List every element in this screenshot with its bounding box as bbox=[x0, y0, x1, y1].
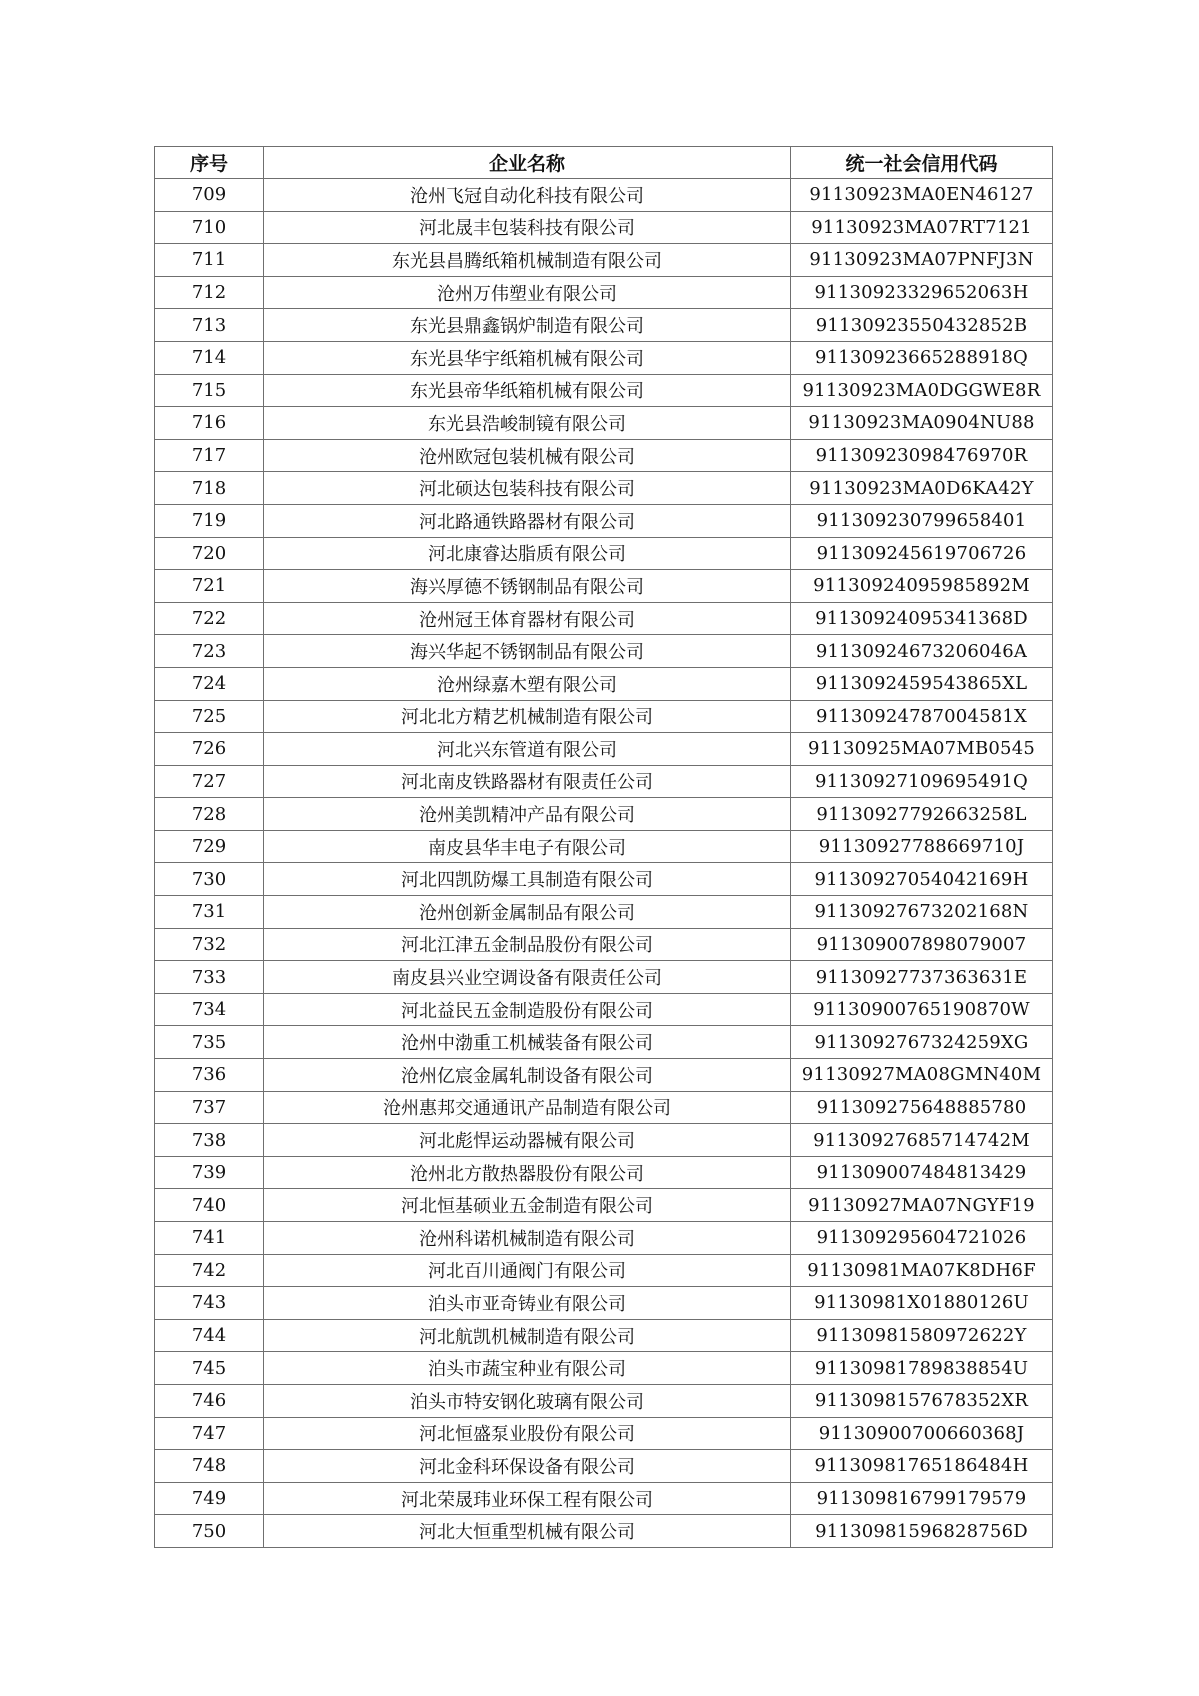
cell-serial: 735 bbox=[155, 1026, 264, 1059]
cell-company-name: 河北南皮铁路器材有限责任公司 bbox=[264, 765, 791, 798]
cell-credit-code: 91130981MA07K8DH6F bbox=[791, 1254, 1053, 1287]
table-row bbox=[155, 374, 1053, 407]
table-row bbox=[155, 472, 1053, 505]
table-row bbox=[155, 1417, 1053, 1450]
cell-serial: 742 bbox=[155, 1254, 264, 1287]
table-row bbox=[155, 700, 1053, 733]
cell-company-name: 河北航凯机械制造有限公司 bbox=[264, 1319, 791, 1352]
cell-serial: 713 bbox=[155, 309, 264, 342]
table-row bbox=[155, 1287, 1053, 1320]
cell-serial: 718 bbox=[155, 472, 264, 505]
cell-company-name: 沧州北方散热器股份有限公司 bbox=[264, 1156, 791, 1189]
cell-company-name: 沧州绿嘉木塑有限公司 bbox=[264, 667, 791, 700]
cell-credit-code: 91130927MA08GMN40M bbox=[791, 1059, 1053, 1092]
table-row bbox=[155, 863, 1053, 896]
cell-serial: 746 bbox=[155, 1384, 264, 1417]
cell-serial: 739 bbox=[155, 1156, 264, 1189]
table-row bbox=[155, 244, 1053, 277]
table-row bbox=[155, 341, 1053, 374]
cell-credit-code: 911309007898079007 bbox=[791, 928, 1053, 961]
cell-serial: 717 bbox=[155, 439, 264, 472]
cell-company-name: 海兴华起不锈钢制品有限公司 bbox=[264, 635, 791, 668]
cell-serial: 709 bbox=[155, 179, 264, 212]
table-row bbox=[155, 1319, 1053, 1352]
cell-credit-code: 91130924095341368D bbox=[791, 602, 1053, 635]
cell-credit-code: 91130923MA0D6KA42Y bbox=[791, 472, 1053, 505]
header-row bbox=[155, 147, 1053, 179]
cell-company-name: 沧州科诺机械制造有限公司 bbox=[264, 1222, 791, 1255]
cell-credit-code: 9113092767324259XG bbox=[791, 1026, 1053, 1059]
table-row bbox=[155, 602, 1053, 635]
cell-credit-code: 91130981765186484H bbox=[791, 1450, 1053, 1483]
header-serial: 序号 bbox=[155, 147, 264, 179]
cell-credit-code: 91130923MA0EN46127 bbox=[791, 179, 1053, 212]
cell-serial: 740 bbox=[155, 1189, 264, 1222]
cell-serial: 716 bbox=[155, 407, 264, 440]
cell-credit-code: 91130923MA0904NU88 bbox=[791, 407, 1053, 440]
cell-serial: 729 bbox=[155, 830, 264, 863]
cell-serial: 732 bbox=[155, 928, 264, 961]
header-company-name: 企业名称 bbox=[264, 147, 791, 179]
cell-serial: 748 bbox=[155, 1450, 264, 1483]
table-row bbox=[155, 961, 1053, 994]
cell-serial: 726 bbox=[155, 733, 264, 766]
table-row bbox=[155, 276, 1053, 309]
cell-company-name: 河北江津五金制品股份有限公司 bbox=[264, 928, 791, 961]
cell-company-name: 河北金科环保设备有限公司 bbox=[264, 1450, 791, 1483]
cell-company-name: 沧州美凯精冲产品有限公司 bbox=[264, 798, 791, 831]
cell-company-name: 东光县浩峻制镜有限公司 bbox=[264, 407, 791, 440]
table-row bbox=[155, 993, 1053, 1026]
cell-credit-code: 91130923329652063H bbox=[791, 276, 1053, 309]
table-row bbox=[155, 1482, 1053, 1515]
cell-credit-code: 91130927054042169H bbox=[791, 863, 1053, 896]
cell-credit-code: 91130981580972622Y bbox=[791, 1319, 1053, 1352]
cell-company-name: 沧州惠邦交通通讯产品制造有限公司 bbox=[264, 1091, 791, 1124]
cell-credit-code: 911309230799658401 bbox=[791, 504, 1053, 537]
table-row bbox=[155, 1515, 1053, 1548]
cell-company-name: 河北彪悍运动器械有限公司 bbox=[264, 1124, 791, 1157]
cell-serial: 737 bbox=[155, 1091, 264, 1124]
cell-credit-code: 91130923MA0DGGWE8R bbox=[791, 374, 1053, 407]
cell-credit-code: 9113098157678352XR bbox=[791, 1384, 1053, 1417]
table-row bbox=[155, 407, 1053, 440]
table-row bbox=[155, 896, 1053, 929]
cell-serial: 724 bbox=[155, 667, 264, 700]
cell-company-name: 沧州中渤重工机械装备有限公司 bbox=[264, 1026, 791, 1059]
cell-credit-code: 91130925MA07MB0545 bbox=[791, 733, 1053, 766]
cell-serial: 738 bbox=[155, 1124, 264, 1157]
cell-serial: 720 bbox=[155, 537, 264, 570]
cell-company-name: 沧州欧冠包装机械有限公司 bbox=[264, 439, 791, 472]
cell-serial: 725 bbox=[155, 700, 264, 733]
table-row bbox=[155, 570, 1053, 603]
cell-credit-code: 91130923665288918Q bbox=[791, 341, 1053, 374]
table-row bbox=[155, 211, 1053, 244]
cell-company-name: 沧州创新金属制品有限公司 bbox=[264, 896, 791, 929]
cell-credit-code: 91130981X01880126U bbox=[791, 1287, 1053, 1320]
cell-serial: 736 bbox=[155, 1059, 264, 1092]
table-row bbox=[155, 504, 1053, 537]
cell-serial: 728 bbox=[155, 798, 264, 831]
cell-serial: 727 bbox=[155, 765, 264, 798]
table-body bbox=[155, 179, 1053, 1548]
cell-credit-code: 91130927109695491Q bbox=[791, 765, 1053, 798]
cell-company-name: 泊头市蔬宝种业有限公司 bbox=[264, 1352, 791, 1385]
table-row bbox=[155, 309, 1053, 342]
cell-serial: 750 bbox=[155, 1515, 264, 1548]
cell-company-name: 河北北方精艺机械制造有限公司 bbox=[264, 700, 791, 733]
table-row bbox=[155, 798, 1053, 831]
cell-credit-code: 91130981789838854U bbox=[791, 1352, 1053, 1385]
table-row bbox=[155, 1352, 1053, 1385]
table-row bbox=[155, 1384, 1053, 1417]
cell-credit-code: 91130927MA07NGYF19 bbox=[791, 1189, 1053, 1222]
cell-company-name: 河北大恒重型机械有限公司 bbox=[264, 1515, 791, 1548]
table-row bbox=[155, 635, 1053, 668]
cell-credit-code: 911309007484813429 bbox=[791, 1156, 1053, 1189]
table-row bbox=[155, 1059, 1053, 1092]
cell-company-name: 河北益民五金制造股份有限公司 bbox=[264, 993, 791, 1026]
cell-serial: 723 bbox=[155, 635, 264, 668]
cell-credit-code: 91130924095985892M bbox=[791, 570, 1053, 603]
cell-serial: 749 bbox=[155, 1482, 264, 1515]
cell-credit-code: 91130900700660368J bbox=[791, 1417, 1053, 1450]
cell-company-name: 河北恒盛泵业股份有限公司 bbox=[264, 1417, 791, 1450]
cell-serial: 714 bbox=[155, 341, 264, 374]
cell-serial: 747 bbox=[155, 1417, 264, 1450]
cell-company-name: 河北荣晟玮业环保工程有限公司 bbox=[264, 1482, 791, 1515]
cell-company-name: 河北硕达包装科技有限公司 bbox=[264, 472, 791, 505]
cell-credit-code: 91130923MA07PNFJ3N bbox=[791, 244, 1053, 277]
cell-company-name: 沧州飞冠自动化科技有限公司 bbox=[264, 179, 791, 212]
cell-serial: 721 bbox=[155, 570, 264, 603]
table-row bbox=[155, 537, 1053, 570]
cell-serial: 734 bbox=[155, 993, 264, 1026]
cell-serial: 731 bbox=[155, 896, 264, 929]
table-row bbox=[155, 1254, 1053, 1287]
cell-serial: 712 bbox=[155, 276, 264, 309]
table-row bbox=[155, 667, 1053, 700]
cell-credit-code: 91130927792663258L bbox=[791, 798, 1053, 831]
cell-company-name: 南皮县华丰电子有限公司 bbox=[264, 830, 791, 863]
table-row bbox=[155, 1189, 1053, 1222]
table-row bbox=[155, 1026, 1053, 1059]
cell-serial: 745 bbox=[155, 1352, 264, 1385]
cell-company-name: 沧州亿宸金属轧制设备有限公司 bbox=[264, 1059, 791, 1092]
cell-credit-code: 91130927673202168N bbox=[791, 896, 1053, 929]
cell-credit-code: 911309245619706726 bbox=[791, 537, 1053, 570]
cell-company-name: 东光县华宇纸箱机械有限公司 bbox=[264, 341, 791, 374]
cell-credit-code: 911309295604721026 bbox=[791, 1222, 1053, 1255]
cell-credit-code: 91130923550432852B bbox=[791, 309, 1053, 342]
cell-company-name: 泊头市亚奇铸业有限公司 bbox=[264, 1287, 791, 1320]
table-header bbox=[155, 147, 1053, 179]
cell-credit-code: 9113092459543865XL bbox=[791, 667, 1053, 700]
cell-serial: 715 bbox=[155, 374, 264, 407]
cell-company-name: 河北恒基硕业五金制造有限公司 bbox=[264, 1189, 791, 1222]
cell-credit-code: 91130923MA07RT7121 bbox=[791, 211, 1053, 244]
header-credit-code: 统一社会信用代码 bbox=[791, 147, 1053, 179]
table-row bbox=[155, 179, 1053, 212]
cell-company-name: 沧州万伟塑业有限公司 bbox=[264, 276, 791, 309]
table-row bbox=[155, 1450, 1053, 1483]
cell-serial: 744 bbox=[155, 1319, 264, 1352]
cell-serial: 710 bbox=[155, 211, 264, 244]
cell-company-name: 东光县昌腾纸箱机械制造有限公司 bbox=[264, 244, 791, 277]
cell-credit-code: 91130923098476970R bbox=[791, 439, 1053, 472]
cell-company-name: 河北晟丰包装科技有限公司 bbox=[264, 211, 791, 244]
cell-company-name: 东光县帝华纸箱机械有限公司 bbox=[264, 374, 791, 407]
cell-company-name: 泊头市特安钢化玻璃有限公司 bbox=[264, 1384, 791, 1417]
cell-serial: 743 bbox=[155, 1287, 264, 1320]
cell-company-name: 南皮县兴业空调设备有限责任公司 bbox=[264, 961, 791, 994]
cell-company-name: 河北兴东管道有限公司 bbox=[264, 733, 791, 766]
cell-credit-code: 911309275648885780 bbox=[791, 1091, 1053, 1124]
table-row bbox=[155, 1222, 1053, 1255]
table-row bbox=[155, 733, 1053, 766]
table-row bbox=[155, 830, 1053, 863]
table-row bbox=[155, 1124, 1053, 1157]
cell-company-name: 河北四凯防爆工具制造有限公司 bbox=[264, 863, 791, 896]
cell-credit-code: 91130924787004581X bbox=[791, 700, 1053, 733]
cell-company-name: 河北路通铁路器材有限公司 bbox=[264, 504, 791, 537]
cell-credit-code: 91130924673206046A bbox=[791, 635, 1053, 668]
cell-company-name: 海兴厚德不锈钢制品有限公司 bbox=[264, 570, 791, 603]
table-row bbox=[155, 1091, 1053, 1124]
cell-serial: 719 bbox=[155, 504, 264, 537]
cell-credit-code: 91130927685714742M bbox=[791, 1124, 1053, 1157]
table-row bbox=[155, 1156, 1053, 1189]
cell-company-name: 河北康睿达脂质有限公司 bbox=[264, 537, 791, 570]
cell-company-name: 河北百川通阀门有限公司 bbox=[264, 1254, 791, 1287]
cell-serial: 722 bbox=[155, 602, 264, 635]
cell-company-name: 东光县鼎鑫锅炉制造有限公司 bbox=[264, 309, 791, 342]
cell-serial: 733 bbox=[155, 961, 264, 994]
cell-credit-code: 91130927788669710J bbox=[791, 830, 1053, 863]
cell-credit-code: 91130927737363631E bbox=[791, 961, 1053, 994]
cell-credit-code: 911309816799179579 bbox=[791, 1482, 1053, 1515]
cell-company-name: 沧州冠王体育器材有限公司 bbox=[264, 602, 791, 635]
cell-credit-code: 91130981596828756D bbox=[791, 1515, 1053, 1548]
table-row bbox=[155, 928, 1053, 961]
cell-serial: 730 bbox=[155, 863, 264, 896]
enterprise-table bbox=[154, 146, 1053, 1548]
cell-serial: 741 bbox=[155, 1222, 264, 1255]
cell-serial: 711 bbox=[155, 244, 264, 277]
table-row bbox=[155, 765, 1053, 798]
table-row bbox=[155, 439, 1053, 472]
cell-credit-code: 91130900765190870W bbox=[791, 993, 1053, 1026]
